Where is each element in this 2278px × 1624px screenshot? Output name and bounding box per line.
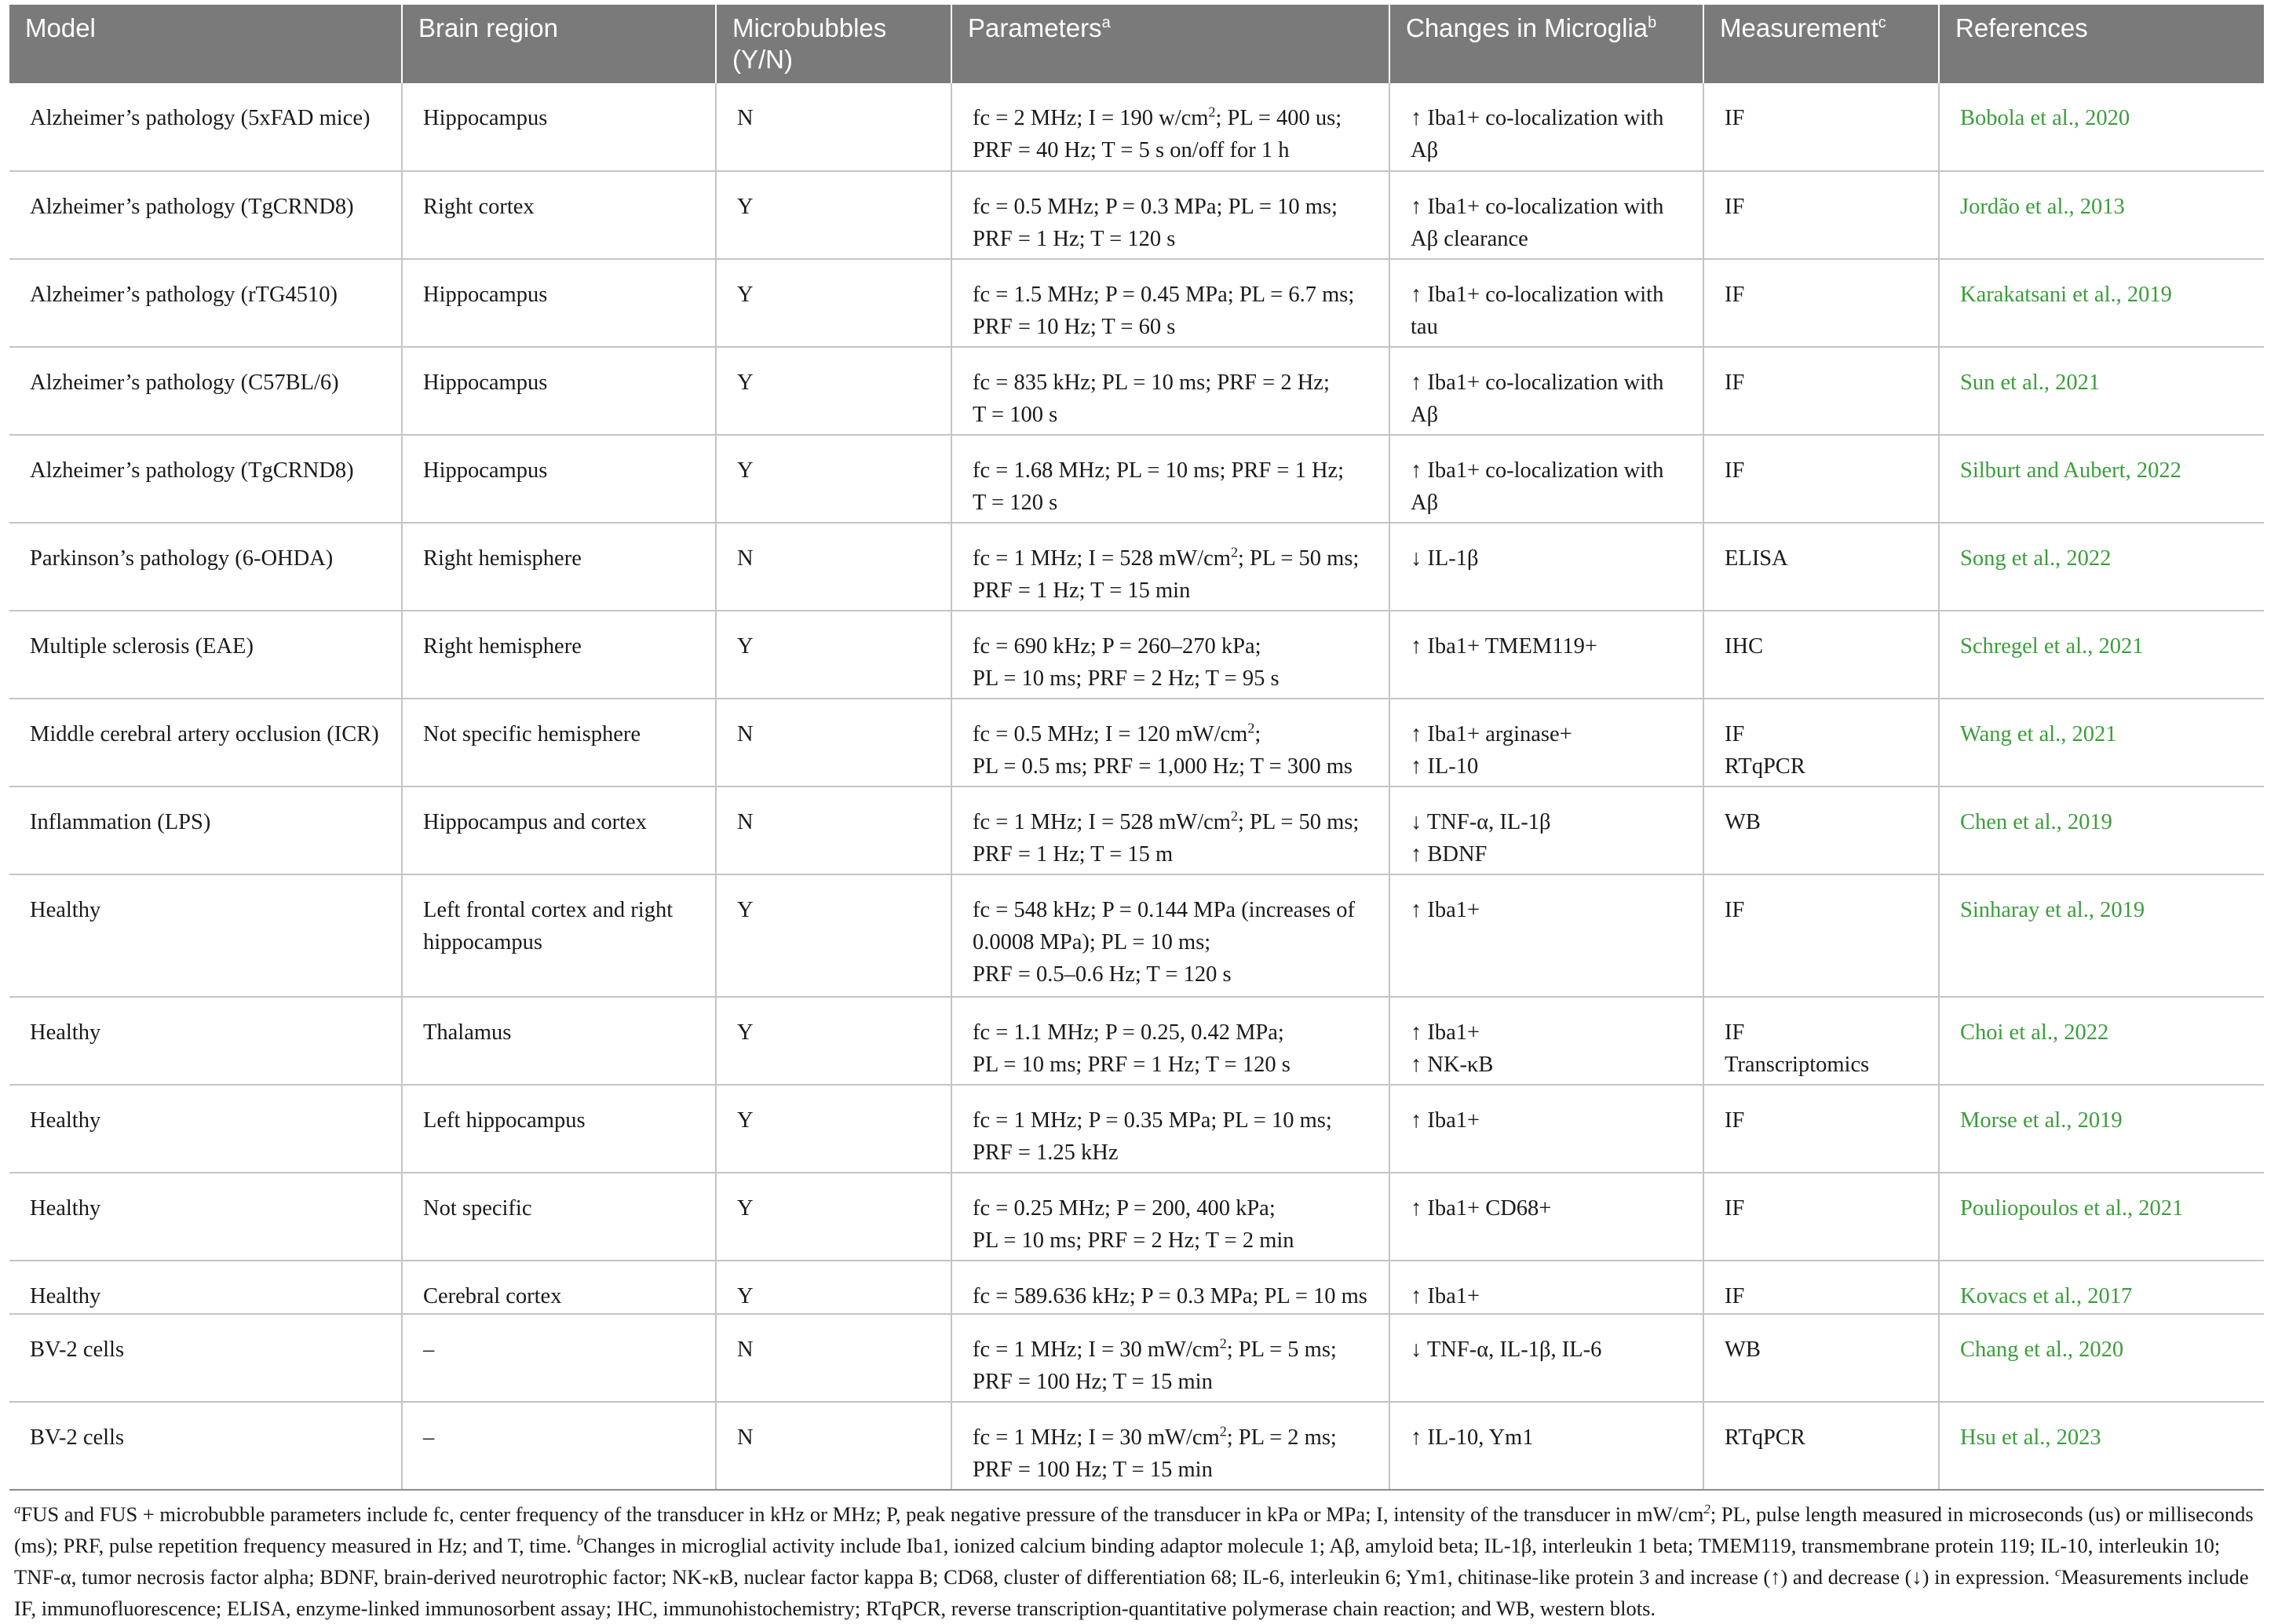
measurement-line: IF [1725, 370, 1745, 395]
reference-link[interactable]: Chen et al., 2019 [1960, 810, 2112, 834]
cell-brain-region: Hippocampus [402, 259, 716, 347]
cell-reference [1939, 611, 2264, 699]
parameter-line: fc = 1.5 MHz; P = 0.45 MPa; PL = 6.7 ms; [973, 283, 1355, 307]
reference-link[interactable]: Schregel et al., 2021 [1960, 634, 2144, 659]
cell-microbubbles: Y [716, 435, 951, 523]
cell-measurement [1703, 1173, 1939, 1261]
table-row [9, 786, 2264, 874]
parameter-line: fc = 1 MHz; I = 30 $mW/cm^2$; PL = 2 ms; [973, 1423, 1337, 1450]
cell-measurement [1703, 1402, 1939, 1490]
cell-model: BV-2 cells [9, 1402, 402, 1490]
cell-measurement [1703, 523, 1939, 611]
measurement-line: IF [1725, 1196, 1745, 1221]
cell-microbubbles: N [716, 83, 951, 171]
cell-reference [1939, 83, 2264, 171]
change-line: ↑ Iba1+ [1411, 898, 1480, 922]
table-header-row [9, 5, 2264, 83]
parameter-line: PL = 0.5 ms; PRF = 1,000 Hz; T = 300 ms [973, 754, 1353, 779]
header-label: Changes in Microglia [1406, 13, 1648, 42]
cell-measurement [1703, 171, 1939, 259]
cell-reference [1939, 1402, 2264, 1490]
cell-measurement [1703, 997, 1939, 1085]
cell-parameters [951, 1085, 1389, 1173]
cell-microbubbles: N [716, 786, 951, 874]
cell-model: Alzheimer’s pathology (TgCRND8) [9, 171, 402, 259]
cell-brain-region: Hippocampus [402, 435, 716, 523]
header-references [1939, 5, 2264, 83]
cell-measurement [1703, 435, 1939, 523]
change-line: ↑ BDNF [1411, 842, 1488, 867]
cell-microbubbles: Y [716, 997, 951, 1085]
change-line: ↓ TNF-α, IL-1β, IL-6 [1411, 1338, 1602, 1362]
cell-brain-region: Right hemisphere [402, 523, 716, 611]
cell-reference [1939, 1085, 2264, 1173]
cell-changes-in-microglia [1389, 83, 1703, 171]
reference-link[interactable]: Sinharay et al., 2019 [1960, 898, 2145, 922]
header-label: References [1955, 13, 2088, 42]
cell-model: Middle cerebral artery occlusion (ICR) [9, 699, 402, 786]
measurement-line: IF [1725, 898, 1745, 922]
header-footnote-marker: b [1648, 14, 1657, 31]
cell-parameters [951, 1402, 1389, 1490]
change-line: ↑ Iba1+ arginase+ [1411, 722, 1572, 746]
parameter-line: fc = 1 MHz; I = 528 $mW/cm^2$; PL = 50 ms; [973, 808, 1360, 834]
header-label: Model [25, 13, 96, 42]
measurement-line: RTqPCR [1725, 754, 1805, 779]
parameter-line: fc = 2 MHz; I = 190 $w/cm^2$; PL = 400 us; [973, 104, 1342, 130]
change-line: ↑ IL-10, Ym1 [1411, 1425, 1534, 1450]
cell-microbubbles: Y [716, 874, 951, 997]
change-line: ↑ Iba1+ [1411, 1020, 1480, 1045]
change-line: ↑ Iba1+ [1411, 1108, 1480, 1133]
cell-parameters [951, 435, 1389, 523]
measurement-line: ELISA [1725, 546, 1788, 571]
cell-brain-region: Hippocampus [402, 83, 716, 171]
cell-reference [1939, 874, 2264, 997]
header-microbubbles [716, 5, 951, 83]
cell-parameters [951, 347, 1389, 435]
cell-model: Alzheimer’s pathology (5xFAD mice) [9, 83, 402, 171]
cell-model: Healthy [9, 874, 402, 997]
change-line: ↑ Iba1+ co-localization with [1411, 106, 1664, 130]
parameter-line: PRF = 100 Hz; T = 15 min [973, 1458, 1213, 1482]
measurement-line: IF [1725, 195, 1745, 219]
cell-changes-in-microglia [1389, 1173, 1703, 1261]
cell-model: Parkinson’s pathology (6-OHDA) [9, 523, 402, 611]
cell-reference [1939, 699, 2264, 786]
measurement-line: RTqPCR [1725, 1425, 1805, 1450]
parameter-line: 0.0008 MPa); PL = 10 ms; [973, 930, 1211, 954]
cell-changes-in-microglia [1389, 523, 1703, 611]
cell-model: Inflammation (LPS) [9, 786, 402, 874]
parameter-line: fc = 0.5 MHz; I = 120 $mW/cm^2$; [973, 720, 1261, 746]
table-row [9, 611, 2264, 699]
parameter-line: PRF = 100 Hz; T = 15 min [973, 1370, 1213, 1394]
cell-microbubbles: Y [716, 1261, 951, 1314]
table-row [9, 1173, 2264, 1261]
reference-link[interactable]: Pouliopoulos et al., 2021 [1960, 1196, 2184, 1221]
cell-microbubbles: Y [716, 347, 951, 435]
cell-microbubbles: N [716, 1402, 951, 1490]
reference-link[interactable]: Hsu et al., 2023 [1960, 1425, 2101, 1450]
cell-reference [1939, 786, 2264, 874]
reference-link[interactable]: Silburt and Aubert, 2022 [1960, 458, 2181, 483]
header-measurement [1703, 5, 1939, 83]
cell-microbubbles: Y [716, 611, 951, 699]
parameter-line: PL = 10 ms; PRF = 1 Hz; T = 120 s [973, 1053, 1291, 1077]
cell-brain-region: Thalamus [402, 997, 716, 1085]
measurement-line: IF [1725, 1108, 1745, 1133]
cell-microbubbles: Y [716, 171, 951, 259]
measurement-line: IF [1725, 283, 1745, 307]
change-line: ↑ Iba1+ CD68+ [1411, 1196, 1552, 1221]
measurement-line: WB [1725, 1338, 1761, 1362]
cell-reference [1939, 1261, 2264, 1314]
change-line: Aβ [1411, 138, 1439, 162]
parameter-line: PRF = 1 Hz; T = 15 m [973, 842, 1174, 867]
parameter-line: PRF = 1.25 kHz [973, 1140, 1119, 1165]
reference-link[interactable]: Choi et al., 2022 [1960, 1020, 2109, 1045]
change-line: ↑ Iba1+ co-localization with [1411, 458, 1664, 483]
cell-brain-region: – [402, 1314, 716, 1402]
cell-measurement [1703, 259, 1939, 347]
cell-measurement [1703, 1085, 1939, 1173]
cell-microbubbles: N [716, 523, 951, 611]
parameter-line: fc = 835 kHz; PL = 10 ms; PRF = 2 Hz; [973, 370, 1330, 395]
header-parameters [951, 5, 1389, 83]
cell-reference [1939, 347, 2264, 435]
parameter-line: fc = 1 MHz; P = 0.35 MPa; PL = 10 ms; [973, 1108, 1332, 1133]
cell-measurement [1703, 786, 1939, 874]
cell-parameters [951, 83, 1389, 171]
parameter-line: fc = 1 MHz; I = 528 $mW/cm^2$; PL = 50 ms; [973, 544, 1360, 571]
parameter-line: PRF = 1 Hz; T = 120 s [973, 227, 1176, 251]
cell-parameters [951, 259, 1389, 347]
cell-measurement [1703, 347, 1939, 435]
cell-measurement [1703, 1314, 1939, 1402]
change-line: ↑ Iba1+ TMEM119+ [1411, 634, 1597, 659]
table-row [9, 83, 2264, 171]
parameter-line: fc = 690 kHz; P = 260–270 kPa; [973, 634, 1261, 659]
cell-measurement [1703, 874, 1939, 997]
cell-changes-in-microglia [1389, 1402, 1703, 1490]
measurement-line: IF [1725, 458, 1745, 483]
cell-microbubbles: Y [716, 1173, 951, 1261]
header-footnote-marker: a [1101, 14, 1111, 31]
cell-model: BV-2 cells [9, 1314, 402, 1402]
header-footnote-marker: c [1878, 14, 1886, 31]
change-line: ↓ TNF-α, IL-1β [1411, 810, 1551, 834]
cell-reference [1939, 997, 2264, 1085]
table-row [9, 435, 2264, 523]
parameter-line: T = 120 s [973, 491, 1058, 515]
parameter-line: fc = 1.1 MHz; P = 0.25, 0.42 MPa; [973, 1020, 1284, 1045]
header-model [9, 5, 402, 83]
parameter-line: fc = 1 MHz; I = 30 $mW/cm^2$; PL = 5 ms; [973, 1335, 1337, 1362]
footnote-line: TNF-α, tumor necrosis factor alpha; BDNF, brain-derived neurotrophic factor; NK-κB, nuclear factor kappa B; CD68, cluster of differentiation 68; IL-6, interleukin 6; Ym1, chitinase-like protein 3 and increase (↑) and decrease (↓) in expression. $^c$Measurements include [14, 1564, 2249, 1589]
table-footnote [9, 1498, 2264, 1624]
change-line: ↑ Iba1+ co-localization with [1411, 283, 1664, 307]
cell-parameters [951, 171, 1389, 259]
footnote-line: IF, immunofluorescence; ELISA, enzyme-linked immunosorbent assay; IHC, immunohistochemistry; RTqPCR, reverse transcription-quantitative polymerase chain reaction; and WB, western blots. [14, 1597, 1656, 1620]
footnote-line: $^a$FUS and FUS + microbubble parameters include fc, center frequency of the transducer in kHz or MHz; P, peak negative pressure of the transducer in kPa or MPa; I, intensity of the transducer in $mW/cm^2$; PL, pulse length measured in microseconds (us) or milliseconds [14, 1502, 2254, 1526]
parameter-line: fc = 548 kHz; P = 0.144 MPa (increases of [973, 898, 1355, 922]
parameter-line: PRF = 40 Hz; T = 5 s on/off for 1 h [973, 138, 1290, 162]
measurement-line: WB [1725, 810, 1761, 834]
cell-measurement [1703, 1261, 1939, 1314]
header-label: Microbubbles (Y/N) [732, 13, 887, 74]
reference-link[interactable]: Sun et al., 2021 [1960, 370, 2101, 395]
cell-parameters [951, 523, 1389, 611]
cell-reference [1939, 435, 2264, 523]
reference-link[interactable]: Kovacs et al., 2017 [1960, 1284, 2133, 1308]
cell-model: Healthy [9, 1173, 402, 1261]
cell-parameters [951, 786, 1389, 874]
table-row [9, 171, 2264, 259]
table-row [9, 1314, 2264, 1402]
cell-measurement [1703, 83, 1939, 171]
cell-model: Alzheimer’s pathology (TgCRND8) [9, 435, 402, 523]
cell-parameters [951, 874, 1389, 997]
reference-link[interactable]: Wang et al., 2021 [1960, 722, 2117, 746]
parameter-line: fc = 0.25 MHz; P = 200, 400 kPa; [973, 1196, 1276, 1221]
footnote-line: (ms); PRF, pulse repetition frequency measured in Hz; and T, time. $^b$Changes in microglial activity include Iba1, ionized calcium binding adaptor molecule 1; Aβ, amyloid beta; IL-1β, interleukin 1 beta; TMEM119, transmembrane protein 119; IL-10, interleukin 10; [14, 1533, 2221, 1557]
cell-brain-region: – [402, 1402, 716, 1490]
parameter-line: fc = 1.68 MHz; PL = 10 ms; PRF = 1 Hz; [973, 458, 1345, 483]
cell-brain-region: Not specific hemisphere [402, 699, 716, 786]
table-row [9, 523, 2264, 611]
cell-reference [1939, 259, 2264, 347]
cell-measurement [1703, 611, 1939, 699]
cell-parameters [951, 1261, 1389, 1314]
header-label: Brain region [418, 13, 558, 42]
measurement-line: IF [1725, 722, 1745, 746]
table-row [9, 699, 2264, 786]
page [9, 5, 2264, 1624]
header-label: Measurement [1720, 13, 1878, 42]
table-row [9, 1261, 2264, 1314]
cell-changes-in-microglia [1389, 1261, 1703, 1314]
cell-brain-region: Not specific [402, 1173, 716, 1261]
microglia-fus-table [9, 5, 2264, 1491]
change-line: Aβ [1411, 491, 1439, 515]
cell-brain-region: Left frontal cortex and right hippocampus [402, 874, 716, 997]
cell-changes-in-microglia [1389, 786, 1703, 874]
cell-reference [1939, 1173, 2264, 1261]
cell-changes-in-microglia [1389, 1085, 1703, 1173]
cell-changes-in-microglia [1389, 997, 1703, 1085]
cell-parameters [951, 611, 1389, 699]
cell-model: Multiple sclerosis (EAE) [9, 611, 402, 699]
change-line: tau [1411, 315, 1438, 339]
parameter-line: PRF = 10 Hz; T = 60 s [973, 315, 1176, 339]
change-line: Aβ [1411, 403, 1439, 427]
parameter-line: PL = 10 ms; PRF = 2 Hz; T = 95 s [973, 666, 1280, 691]
cell-parameters [951, 997, 1389, 1085]
table-row [9, 347, 2264, 435]
parameter-line: T = 100 s [973, 403, 1058, 427]
table-row [9, 259, 2264, 347]
measurement-line: Transcriptomics [1725, 1053, 1870, 1077]
cell-changes-in-microglia [1389, 171, 1703, 259]
cell-measurement [1703, 699, 1939, 786]
cell-changes-in-microglia [1389, 874, 1703, 997]
parameter-line: fc = 0.5 MHz; P = 0.3 MPa; PL = 10 ms; [973, 195, 1338, 219]
cell-model: Healthy [9, 1085, 402, 1173]
change-line: ↑ IL-10 [1411, 754, 1479, 779]
change-line: ↑ Iba1+ co-localization with [1411, 195, 1664, 219]
change-line: ↑ NK-κB [1411, 1053, 1494, 1077]
cell-reference [1939, 1314, 2264, 1402]
cell-brain-region: Right hemisphere [402, 611, 716, 699]
table-row [9, 874, 2264, 997]
cell-changes-in-microglia [1389, 1314, 1703, 1402]
reference-link[interactable]: Karakatsani et al., 2019 [1960, 283, 2172, 307]
change-line: ↓ IL-1β [1411, 546, 1479, 571]
reference-link[interactable]: Bobola et al., 2020 [1960, 106, 2130, 130]
cell-brain-region: Cerebral cortex [402, 1261, 716, 1314]
measurement-line: IF [1725, 106, 1745, 130]
reference-link[interactable]: Jordão et al., 2013 [1960, 195, 2125, 219]
cell-brain-region: Right cortex [402, 171, 716, 259]
cell-model: Alzheimer’s pathology (C57BL/6) [9, 347, 402, 435]
header-brain-region [402, 5, 716, 83]
cell-changes-in-microglia [1389, 347, 1703, 435]
cell-microbubbles: Y [716, 259, 951, 347]
cell-model: Alzheimer’s pathology (rTG4510) [9, 259, 402, 347]
cell-parameters [951, 699, 1389, 786]
parameter-line: PRF = 0.5–0.6 Hz; T = 120 s [973, 962, 1232, 987]
cell-model: Healthy [9, 1261, 402, 1314]
cell-reference [1939, 171, 2264, 259]
table-row [9, 997, 2264, 1085]
cell-microbubbles: N [716, 699, 951, 786]
measurement-line: IF [1725, 1284, 1745, 1308]
measurement-line: IF [1725, 1020, 1745, 1045]
cell-changes-in-microglia [1389, 259, 1703, 347]
cell-brain-region: Hippocampus [402, 347, 716, 435]
cell-microbubbles: N [716, 1314, 951, 1402]
cell-microbubbles: Y [716, 1085, 951, 1173]
change-line: ↑ Iba1+ co-localization with [1411, 370, 1664, 395]
cell-changes-in-microglia [1389, 435, 1703, 523]
change-line: Aβ clearance [1411, 227, 1528, 251]
table-row [9, 1402, 2264, 1490]
cell-reference [1939, 523, 2264, 611]
cell-changes-in-microglia [1389, 611, 1703, 699]
parameter-line: PL = 10 ms; PRF = 2 Hz; T = 2 min [973, 1228, 1294, 1253]
cell-model: Healthy [9, 997, 402, 1085]
reference-link[interactable]: Chang et al., 2020 [1960, 1338, 2124, 1362]
reference-link[interactable]: Morse et al., 2019 [1960, 1108, 2123, 1133]
parameter-line: fc = 589.636 kHz; P = 0.3 MPa; PL = 10 ms [973, 1284, 1367, 1308]
change-line: ↑ Iba1+ [1411, 1284, 1480, 1308]
cell-changes-in-microglia [1389, 699, 1703, 786]
cell-brain-region: Left hippocampus [402, 1085, 716, 1173]
cell-parameters [951, 1173, 1389, 1261]
measurement-line: IHC [1725, 634, 1764, 659]
cell-brain-region: Hippocampus and cortex [402, 786, 716, 874]
header-changes-in-microglia [1389, 5, 1703, 83]
reference-link[interactable]: Song et al., 2022 [1960, 546, 2112, 571]
parameter-line: PRF = 1 Hz; T = 15 min [973, 578, 1191, 603]
header-label: Parameters [968, 13, 1102, 42]
cell-parameters [951, 1314, 1389, 1402]
table-body [9, 83, 2264, 1490]
table-row [9, 1085, 2264, 1173]
